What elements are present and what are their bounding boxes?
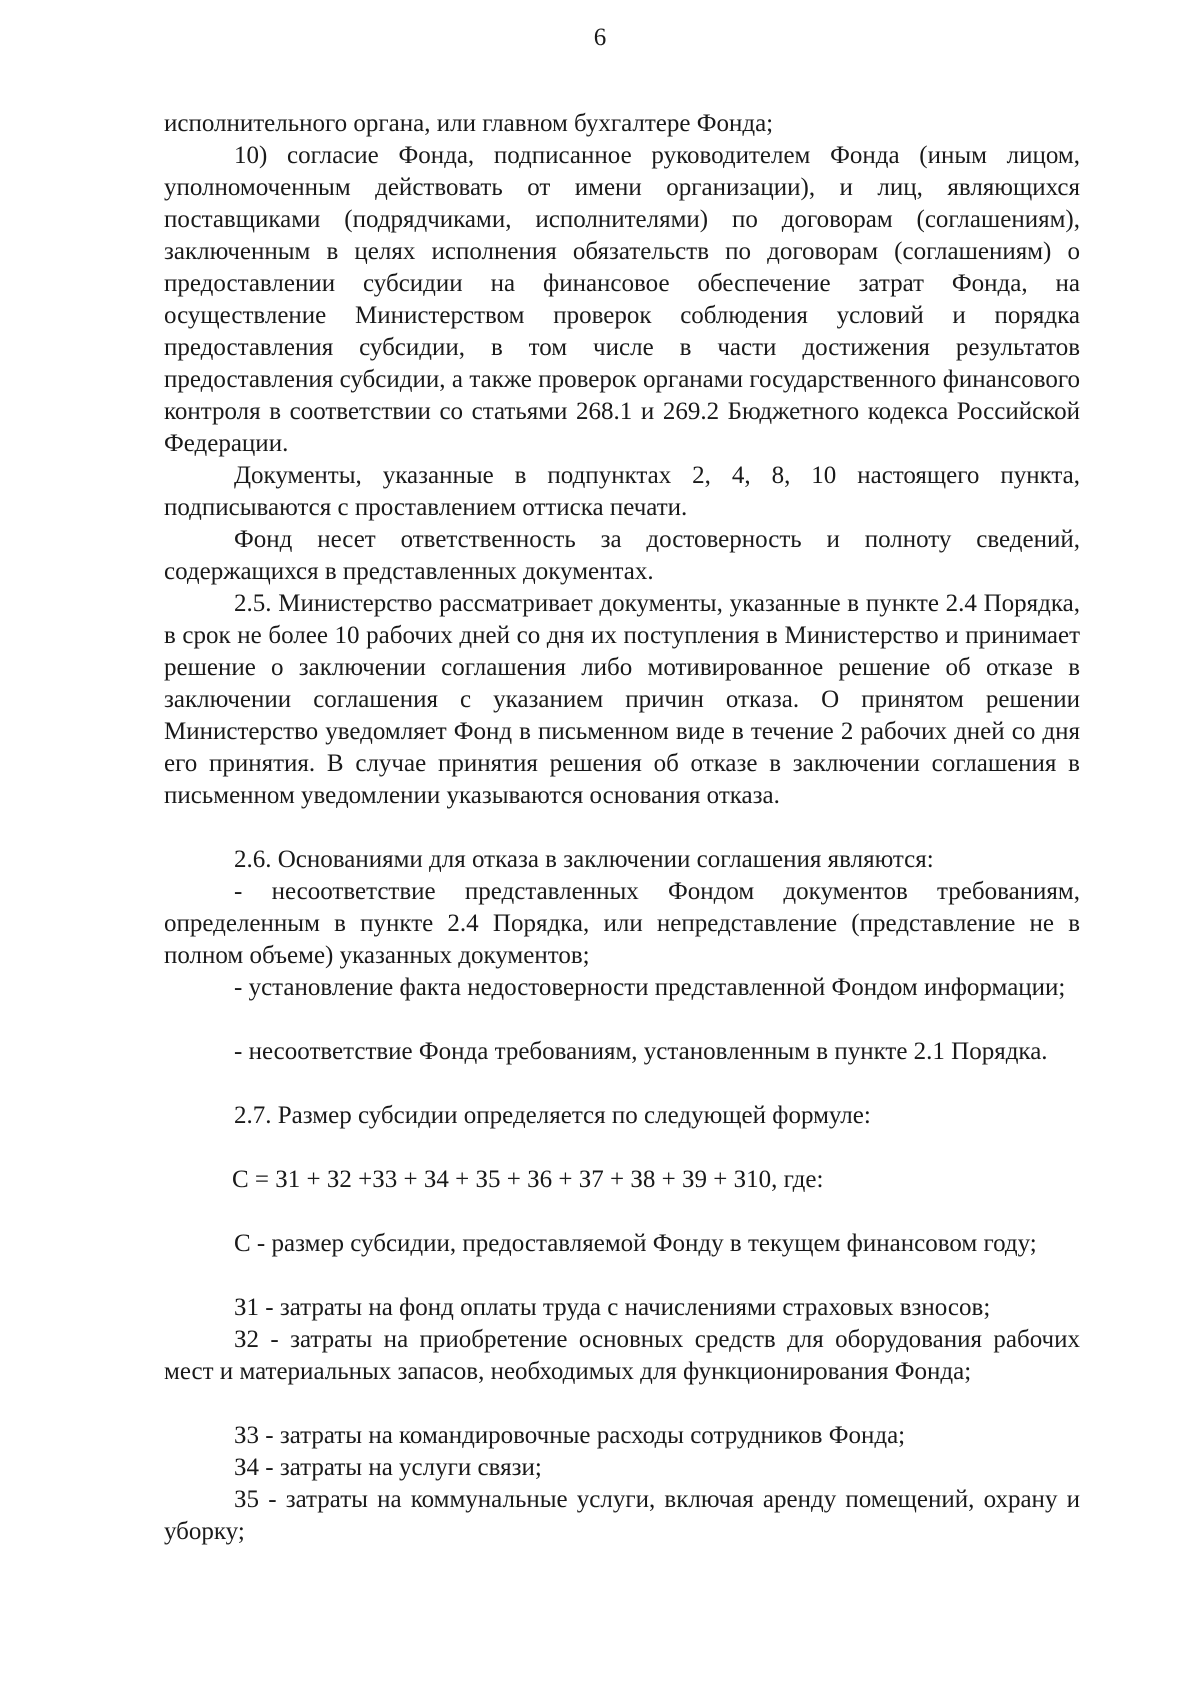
page-number: 6 [593, 24, 607, 51]
paragraph-2-5: 2.5. Министерство рассматривает документы, указанные в пункте 2.4 Порядка, в срок не более 10 рабочих дней со дня их поступления в Министерство и принимает решение о заключении соглашения либо мотивированное решение об отказе в заключении соглашения с указанием причин отказа. О принятом решении Министерство уведомляет Фонд в письменном виде в течение 2 рабочих дней со дня его принятия. В случае принятия решения об отказе в заключении соглашения в письменном уведомлении указываются основания отказа. [164, 590, 1080, 809]
list-item-unreliable-information: - установление факта недостоверности представленной Фондом информации; [234, 974, 1066, 1001]
paragraph-fund-responsibility: Фонд несет ответственность за достоверность и полноту сведений, содержащихся в представленных документах. [164, 526, 1080, 585]
definition-z2: З2 - затраты на приобретение основных средств для оборудования рабочих мест и материальных запасов, необходимых для функционирования Фонда; [164, 1326, 1080, 1385]
definition-z1: З1 - затраты на фонд оплаты труда с начислениями страховых взносов; [234, 1294, 991, 1321]
paragraph-documents-signed: Документы, указанные в подпунктах 2, 4, 8, 10 настоящего пункта, подписываются с проставлением оттиска печати. [164, 462, 1080, 521]
paragraph-item-10-consent: 10) согласие Фонда, подписанное руководителем Фонда (иным лицом, уполномоченным действовать от имени организации), и лиц, являющихся поставщиками (подрядчиками, исполнителями) по договорам (соглашениям), заключенным в целях исполнения обязательств по договорам (соглашениям) о предоставлении субсидии на финансовое обеспечение затрат Фонда, на осуществление Министерством проверок соблюдения условий и порядка предоставления субсидии, в том числе в части достижения результатов предоставления субсидии, а также проверок органами государственного финансового контроля в соответствии со статьями 268.1 и 269.2 Бюджетного кодекса Российской Федерации. [164, 142, 1080, 457]
paragraph-2-7: 2.7. Размер субсидии определяется по следующей формуле: [234, 1102, 871, 1129]
paragraph-executive-body: исполнительного органа, или главном бухгалтере Фонда; [164, 110, 774, 137]
definition-z4: З4 - затраты на услуги связи; [234, 1454, 542, 1481]
paragraph-2-6: 2.6. Основаниями для отказа в заключении соглашения являются: [234, 846, 934, 873]
definition-z5: З5 - затраты на коммунальные услуги, включая аренду помещений, охрану и уборку; [164, 1486, 1080, 1545]
list-item-nonconformity-fund: - несоответствие Фонда требованиям, установленным в пункте 2.1 Порядка. [234, 1038, 1048, 1065]
definition-z3: З3 - затраты на командировочные расходы сотрудников Фонда; [234, 1422, 906, 1449]
definition-c: С - размер субсидии, предоставляемой Фонду в текущем финансовом году; [234, 1230, 1037, 1257]
subsidy-formula: С = З1 + З2 +З3 + З4 + З5 + З6 + З7 + З8 + З9 + З10, где: [232, 1166, 824, 1193]
list-item-nonconformity-documents: - несоответствие представленных Фондом документов требованиям, определенным в пункте 2.4 Порядка, или непредставление (представление не в полном объеме) указанных документов; [164, 878, 1080, 969]
